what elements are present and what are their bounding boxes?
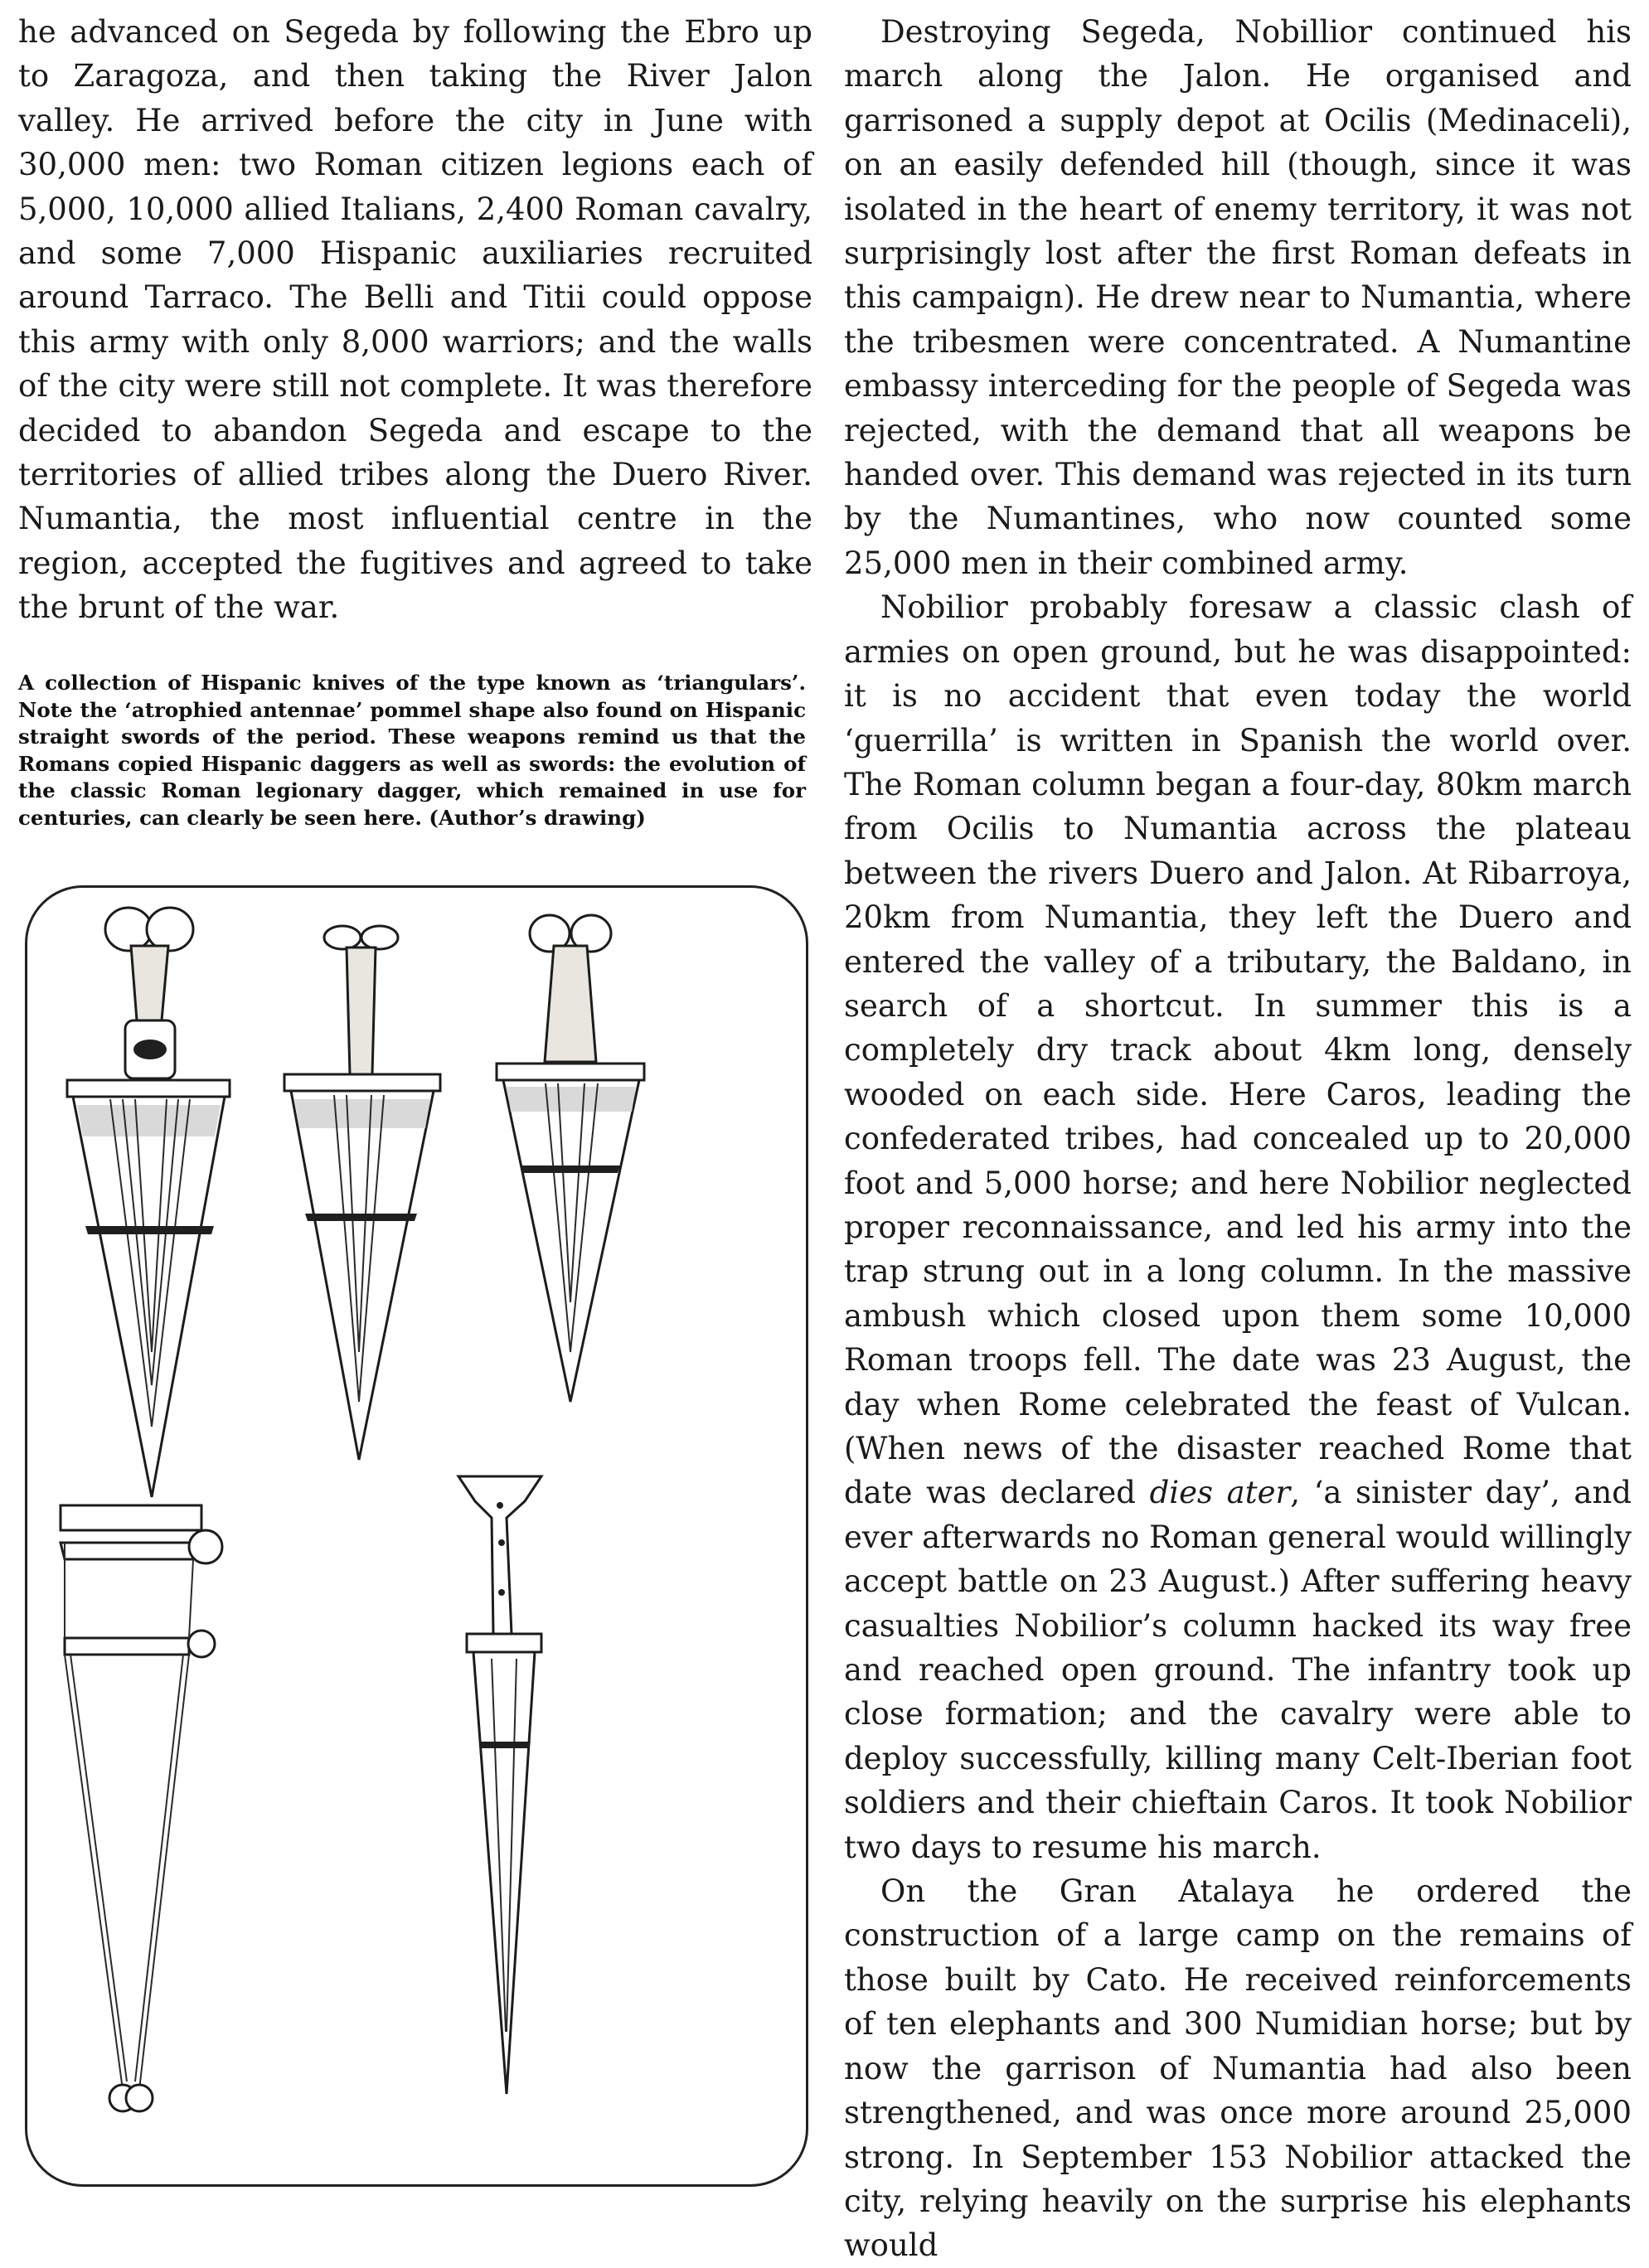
dagger-right-icon	[497, 915, 644, 1402]
dagger-left-icon	[61, 908, 230, 2111]
dagger-centre-icon	[284, 926, 440, 1460]
right-column	[844, 10, 1632, 2268]
right-paragraph-2	[844, 585, 1632, 1869]
dagger-illustration-icon	[27, 888, 808, 2187]
right-paragraph-1: Destroying Segeda, Nobillior continued his march along the Jalon. He organised and garrisoned a supply depot at Ocilis (Medinaceli), on an easily defended hill (though, since it was isolated in the heart of enemy territory, it was not surprisingly lost after the first Roman defeats in this campaign). He drew near to Numantia, where the tribesmen were concentrated. A Numantine embassy interceding for the people of Segeda was rejected, with the demand that all weapons be handed over. This demand was rejected in its turn by the Numantines, who now counted some 25,000 men in their combined army.	[844, 14, 1632, 581]
figure-caption: A collection of Hispanic knives of the type known as ‘triangulars’. Note the ‘atrophied antennae’ pommel shape also found on Hispanic straight swords of the period. These weapons remind us that the Romans copied Hispanic daggers as well as swords: the evolution of the classic Roman legionary dagger, which remained in use for centuries, can clearly be seen here. (Author’s drawing)	[18, 671, 806, 830]
right-paragraph-2-head: Nobilior probably foresaw a classic clash of armies on open ground, but he was disappointed: it is no accident that even today the world ‘guerrilla’ is written in Spanish the world over. The Roman column began a four-day, 80km march from Ocilis to Numantia across the plateau between the rivers Duero and Jalon. At Ribarroya, 20km from Numantia, they left the Duero and entered the valley of a tributary, the Baldano, in search of a shortcut. In summer this is a completely dry track about 4km long, densely wooded on each side. Here Caros, leading the confederated tribes, had concealed up to 20,000 foot and 5,000 horse; and here Nobilior neglected proper reconnaissance, and led his army into the trap strung out in a long column. In the massive ambush which closed upon them some 10,000 Roman troops fell. The date was 23 August, the day when Rome celebrated the feast of Vulcan. (When news of the disaster reached Rome that date was declared	[844, 589, 1632, 1511]
left-column	[18, 10, 812, 630]
right-paragraph-2-tail: , ‘a sinister day’, and ever afterwards no Roman general would willingly accept battle on 23 August.) After suffering heavy casualties Nobilior’s column hacked its way free and reached open ground. The infantry took up close formation; and the cavalry were able to deploy successfully, killing many Celt-Iberian foot soldiers and their chieftain Caros. It took Nobilior two days to resume his march.	[844, 1475, 1632, 1865]
italic-phrase: dies ater	[1149, 1475, 1291, 1511]
dagger-bottom-icon	[458, 1476, 541, 2094]
right-paragraph-3: On the Gran Atalaya he ordered the construction of a large camp on the remains of those built by Cato. He received reinforcements of ten elephants and 300 Numidian horse; but by now the garrison of Numantia had also been strengthened, and was once more around 25,000 strong. In September 153 Nobilior attacked the city, relying heavily on the surprise his elephants would	[844, 1873, 1632, 2264]
dagger-figure	[25, 885, 808, 2187]
left-paragraph-1: he advanced on Segeda by following the Ebro up to Zaragoza, and then taking the River Jalon valley. He arrived before the city in June with 30,000 men: two Roman citizen legions each of 5,000, 10,000 allied Italians, 2,400 Roman cavalry, and some 7,000 Hispanic auxiliaries recruited around Tarraco. The Belli and Titii could oppose this army with only 8,000 warriors; and the walls of the city were still not complete. It was therefore decided to abandon Segeda and escape to the territories of allied tribes along the Duero River. Numantia, the most influential centre in the region, accepted the fugitives and agreed to take the brunt of the war.	[18, 14, 812, 626]
